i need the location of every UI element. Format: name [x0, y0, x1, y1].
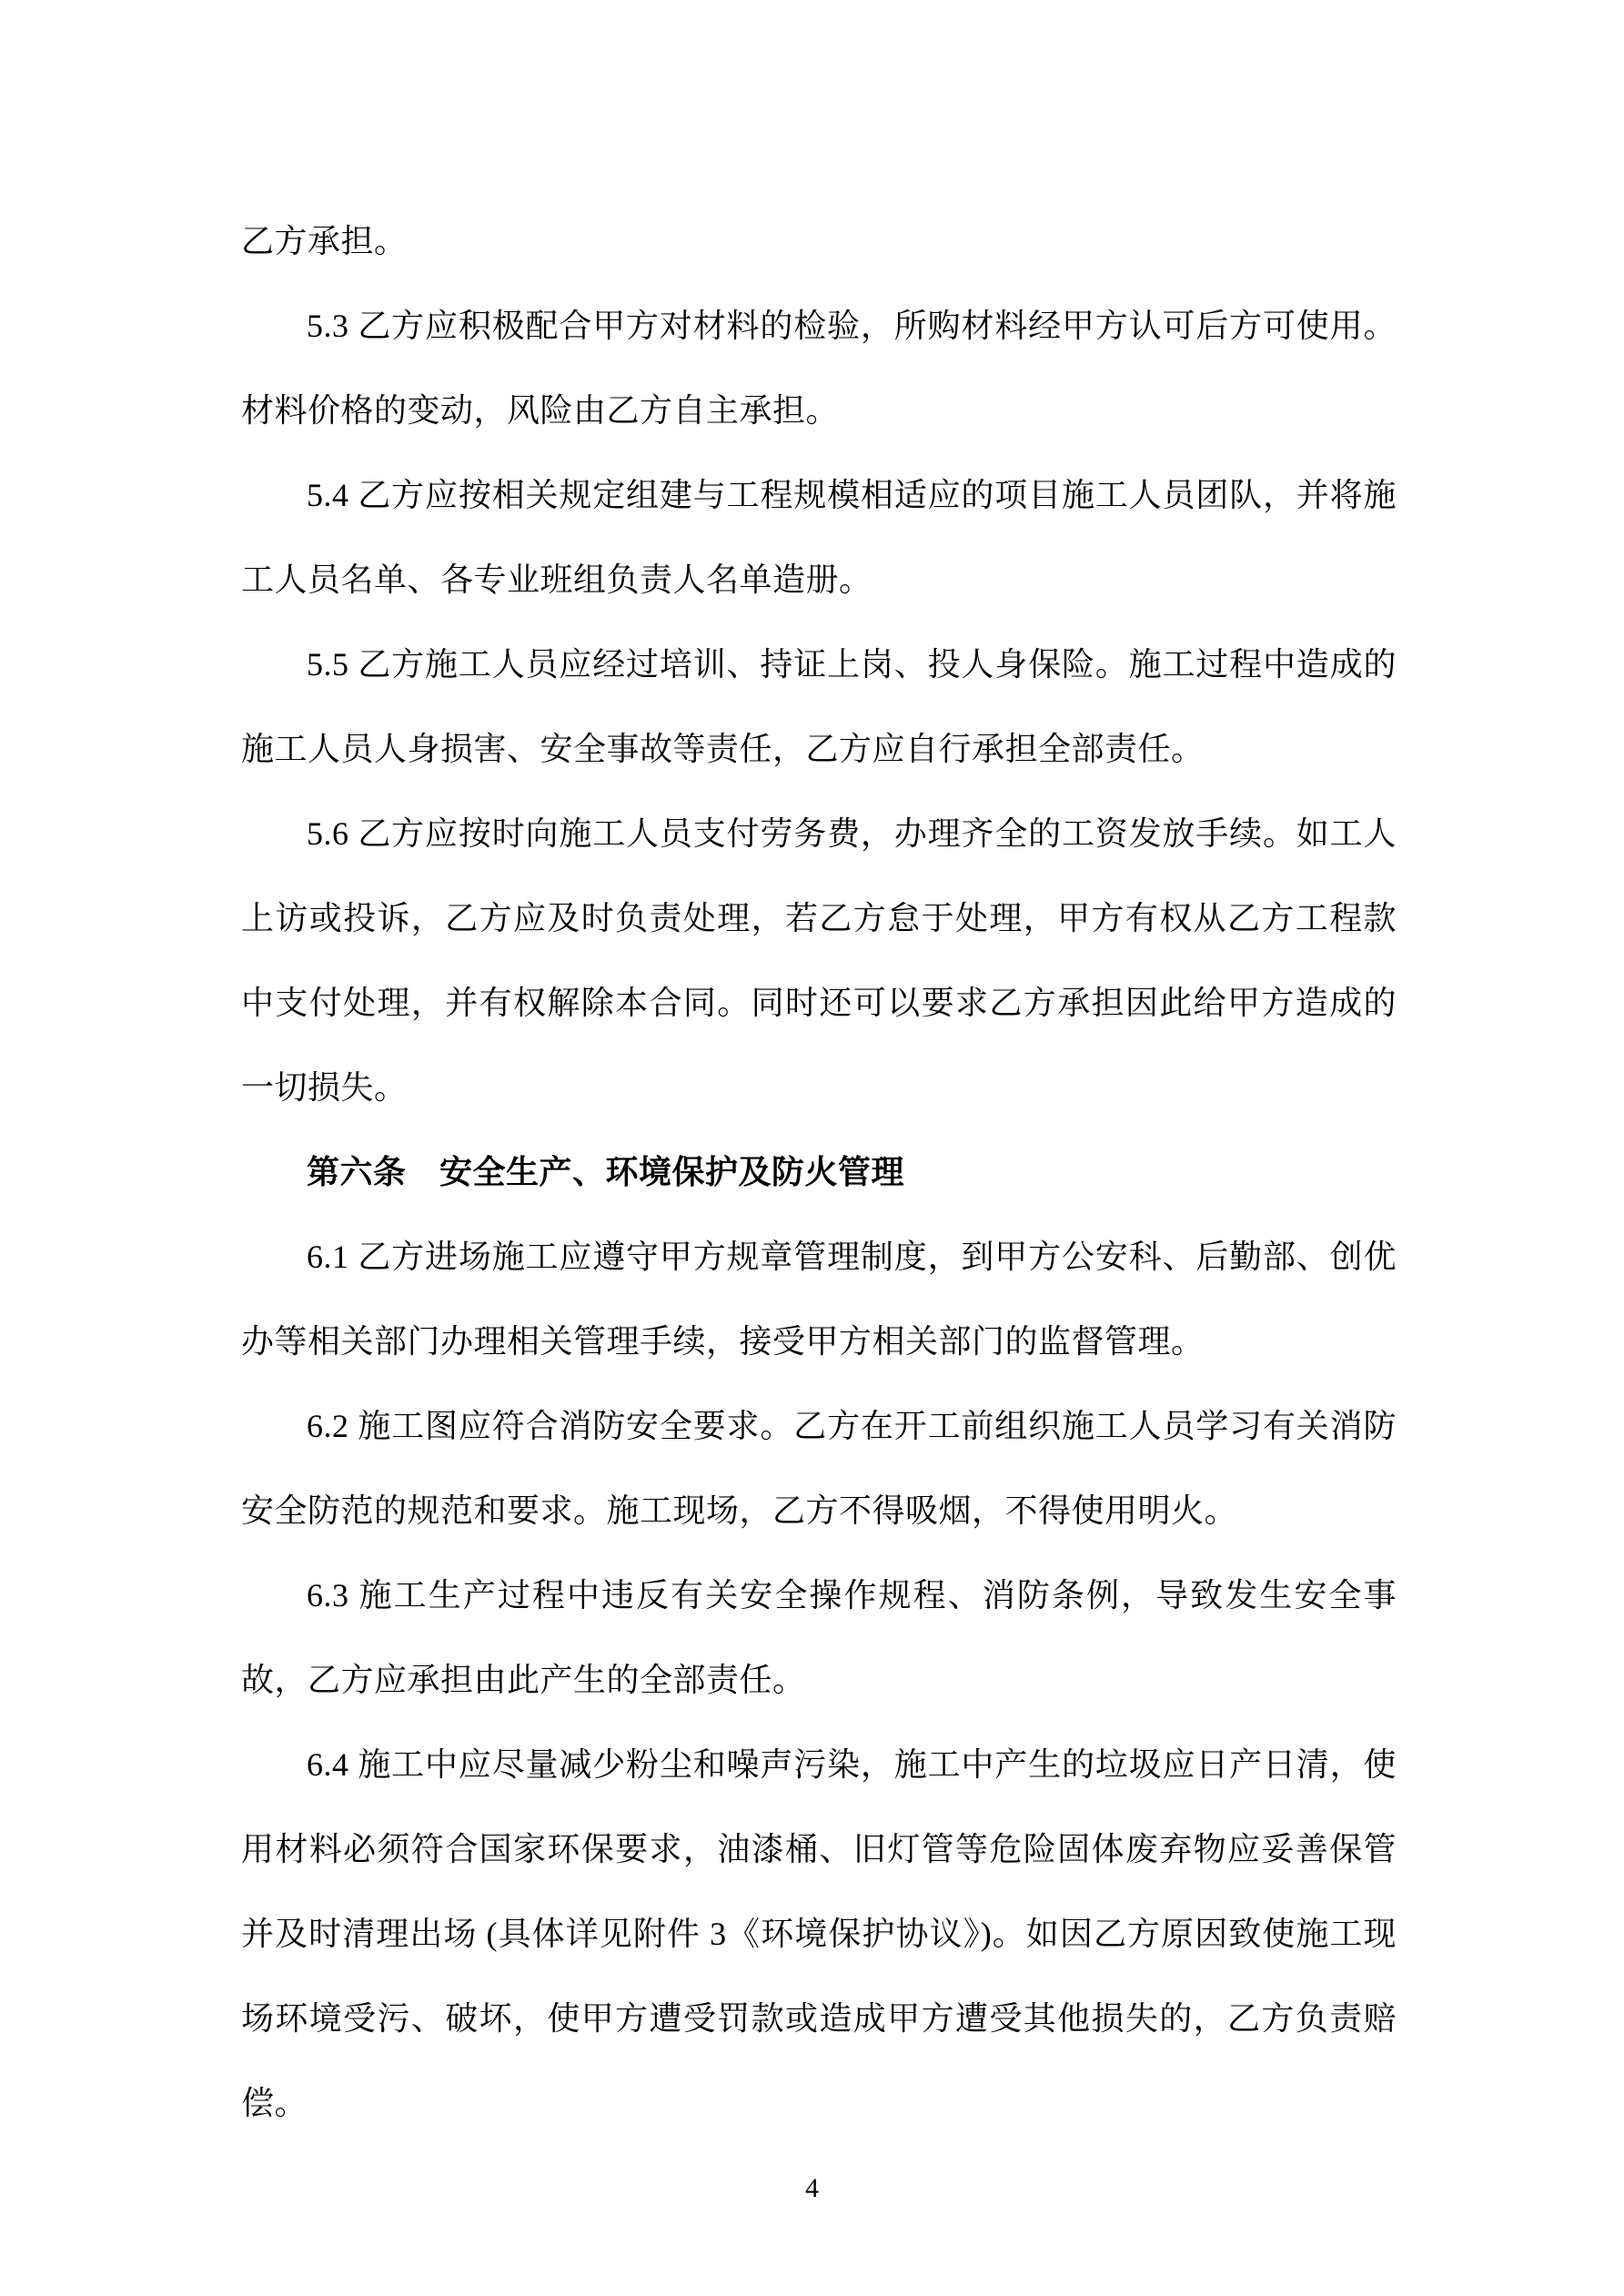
paragraph-5-6: 5.6 乙方应按时向施工人员支付劳务费，办理齐全的工资发放手续。如工人上访或投诉，乙方应及时负责处理，若乙方怠于处理，甲方有权从乙方工程款中支付处理，并有权解除本合同。同时还可以要求乙方承担因此给甲方造成的一切损失。	[241, 815, 1397, 1106]
paragraph-6-3: 6.3 施工生产过程中违反有关安全操作规程、消防条例，导致发生安全事故，乙方应承担由此产生的全部责任。	[241, 1577, 1397, 1698]
document-body	[241, 199, 1397, 2146]
paragraph-5-5: 5.5 乙方施工人员应经过培训、持证上岗、投人身保险。施工过程中造成的施工人员人身损害、安全事故等责任，乙方应自行承担全部责任。	[241, 646, 1397, 767]
paragraph-6-1: 6.1 乙方进场施工应遵守甲方规章管理制度，到甲方公安科、后勤部、创优办等相关部门办理相关管理手续，接受甲方相关部门的监督管理。	[241, 1239, 1397, 1360]
paragraph-6-2: 6.2 施工图应符合消防安全要求。乙方在开工前组织施工人员学习有关消防安全防范的规范和要求。施工现场，乙方不得吸烟，不得使用明火。	[241, 1408, 1397, 1529]
paragraph-continuation-5-2: 乙方承担。	[241, 223, 408, 259]
page-number: 4	[805, 2173, 819, 2203]
paragraph-5-3: 5.3 乙方应积极配合甲方对材料的检验，所购材料经甲方认可后方可使用。材料价格的变动，风险由乙方自主承担。	[241, 308, 1397, 429]
paragraph-5-4: 5.4 乙方应按相关规定组建与工程规模相适应的项目施工人员团队，并将施工人员名单、各专业班组负责人名单造册。	[241, 477, 1397, 598]
section-heading-article-6: 第六条 安全生产、环境保护及防火管理	[307, 1154, 905, 1190]
paragraph-6-4: 6.4 施工中应尽量减少粉尘和噪声污染，施工中产生的垃圾应日产日清，使用材料必须符合国家环保要求，油漆桶、旧灯管等危险固体废弃物应妥善保管并及时清理出场 (具体详见附件 3《环境保护协议》)。如因乙方原因致使施工现场环境受污、破坏，使甲方遭受罚款或造成甲方遭受其他损失的，乙方负责赔偿。	[241, 1746, 1397, 2121]
